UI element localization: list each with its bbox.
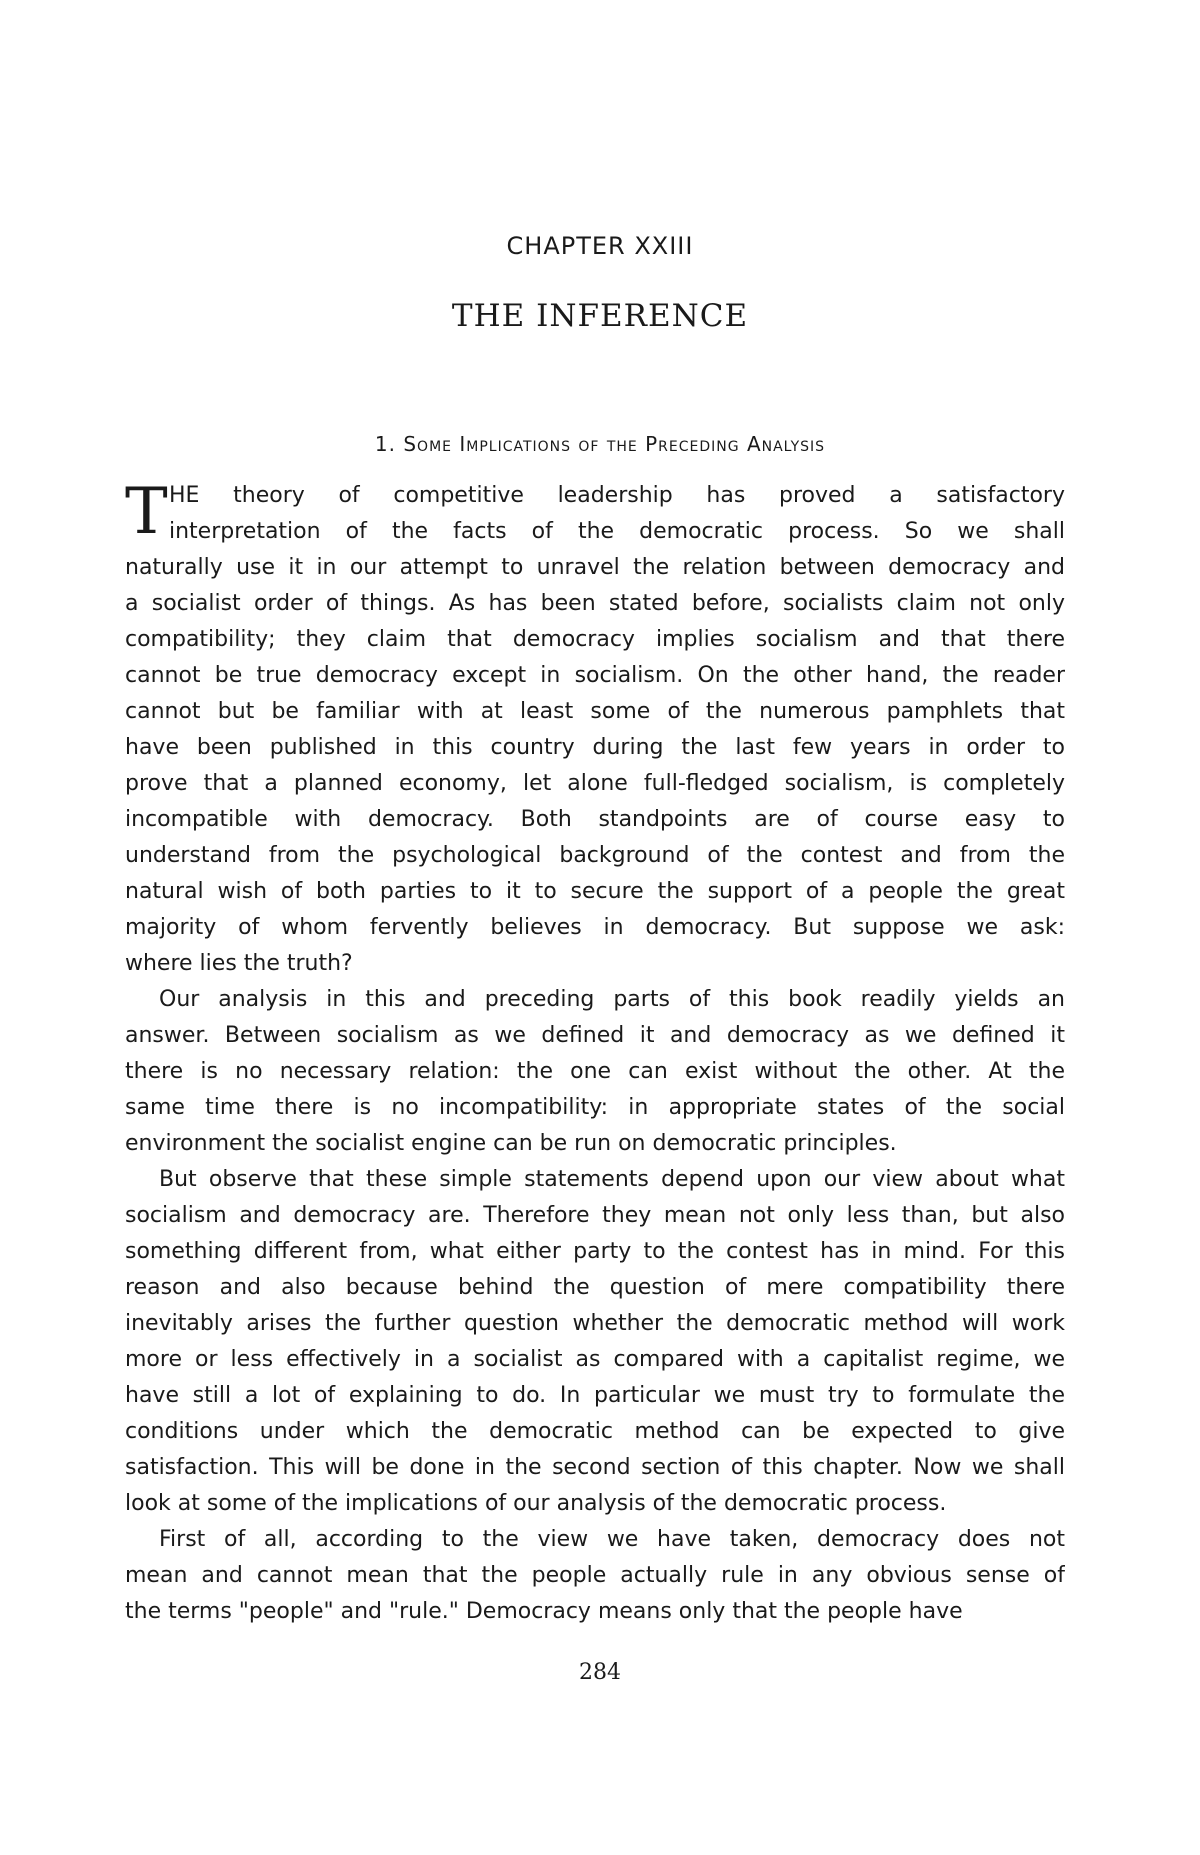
text-line: inevitably arises the further question whether the democratic method will work	[125, 1311, 1065, 1336]
text-line: natural wish of both parties to it to secure the support of a people the great	[125, 879, 1065, 904]
chapter-label: CHAPTER XXIII	[506, 232, 694, 260]
text-line: HE theory of competitive leadership has proved a satisfactory	[169, 483, 1065, 508]
text-line: naturally use it in our attempt to unravel the relation between democracy and	[125, 555, 1065, 580]
text-line: interpretation of the facts of the democratic process. So we shall	[169, 519, 1065, 544]
text-line: more or less effectively in a socialist as compared with a capitalist regime, we	[125, 1347, 1065, 1372]
section-heading: 1. Some Implications of the Preceding Analysis	[374, 432, 826, 456]
text-line: conditions under which the democratic method can be expected to give	[125, 1419, 1065, 1444]
text-line: majority of whom fervently believes in democracy. But suppose we ask:	[125, 915, 1065, 940]
drop-cap: T	[125, 475, 168, 549]
text-line: socialism and democracy are. Therefore they mean not only less than, but also	[125, 1203, 1065, 1228]
text-line: something different from, what either party to the contest has in mind. For this	[125, 1239, 1065, 1264]
text-line: mean and cannot mean that the people actually rule in any obvious sense of	[125, 1563, 1065, 1588]
paragraph	[125, 475, 1065, 982]
text-line: satisfaction. This will be done in the second section of this chapter. Now we shall	[125, 1455, 1065, 1480]
text-line: Our analysis in this and preceding parts of this book readily yields an	[159, 987, 1065, 1012]
body-text	[125, 475, 1065, 1630]
paragraph	[125, 982, 1065, 1162]
text-line: a socialist order of things. As has been stated before, socialists claim not only	[125, 591, 1065, 616]
text-line: compatibility; they claim that democracy implies socialism and that there	[125, 627, 1065, 652]
text-line: the terms "people" and "rule." Democracy means only that the people have	[125, 1599, 963, 1624]
text-line: there is no necessary relation: the one can exist without the other. At the	[125, 1059, 1065, 1084]
text-line: have been published in this country during the last few years in order to	[125, 735, 1065, 760]
text-line: prove that a planned economy, let alone full-fledged socialism, is completely	[125, 771, 1065, 796]
text-line: look at some of the implications of our analysis of the democratic process.	[125, 1491, 947, 1516]
text-line: incompatible with democracy. Both standpoints are of course easy to	[125, 807, 1065, 832]
text-line: But observe that these simple statements depend upon our view about what	[159, 1167, 1065, 1192]
text-line: understand from the psychological background of the contest and from the	[125, 843, 1065, 868]
text-line: have still a lot of explaining to do. In particular we must try to formulate the	[125, 1383, 1065, 1408]
text-line: same time there is no incompatibility: in appropriate states of the social	[125, 1095, 1065, 1120]
text-line: environment the socialist engine can be run on democratic principles.	[125, 1131, 897, 1156]
text-line: where lies the truth?	[125, 951, 353, 976]
paragraph	[125, 1522, 1065, 1630]
text-line: cannot but be familiar with at least some of the numerous pamphlets that	[125, 699, 1065, 724]
paragraph	[125, 1162, 1065, 1522]
text-line: cannot be true democracy except in socialism. On the other hand, the reader	[125, 663, 1065, 688]
text-line: answer. Between socialism as we defined it and democracy as we defined it	[125, 1023, 1065, 1048]
chapter-title: THE INFERENCE	[451, 298, 749, 334]
text-line: reason and also because behind the question of mere compatibility there	[125, 1275, 1065, 1300]
page-number: 284	[579, 1660, 621, 1685]
text-line: First of all, according to the view we have taken, democracy does not	[159, 1527, 1065, 1552]
